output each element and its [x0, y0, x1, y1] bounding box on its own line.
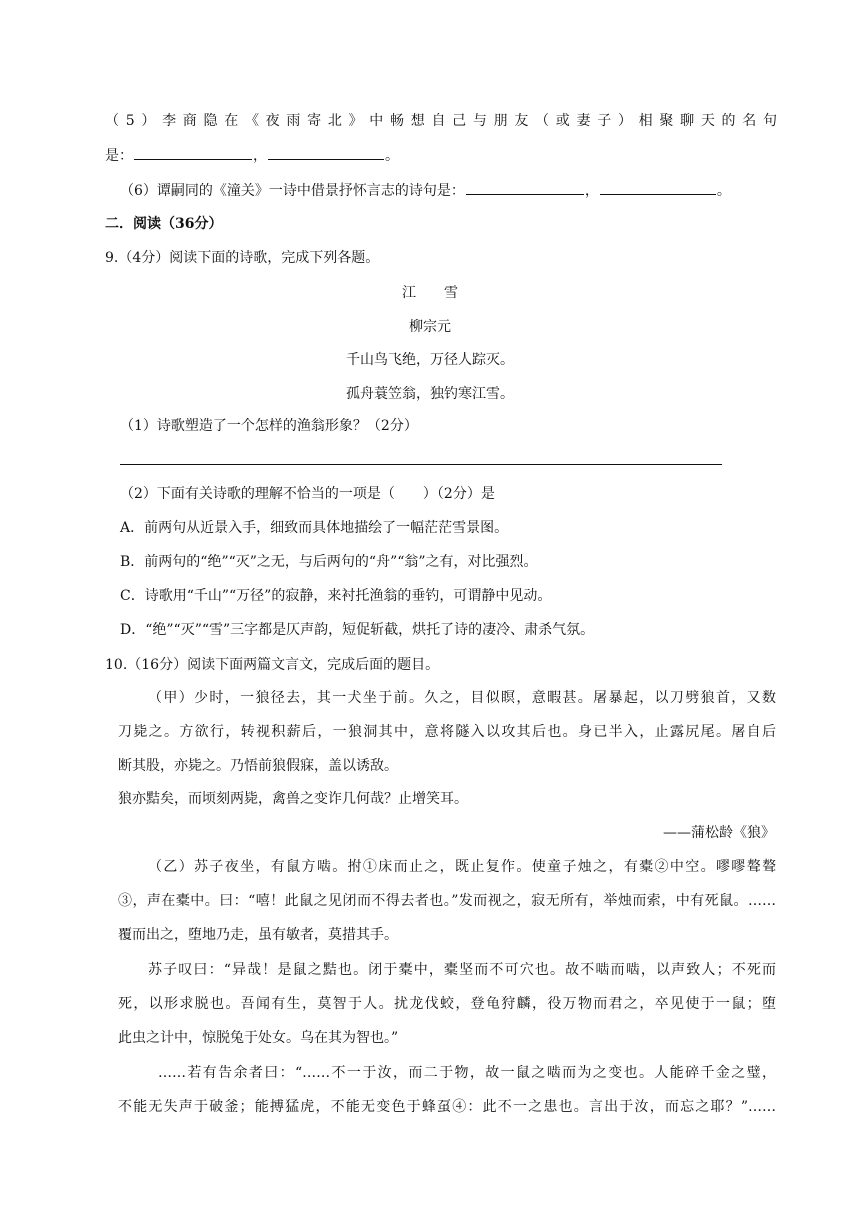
question-9-sub-1: （1）诗歌塑造了一个怎样的渔翁形象？（2分）: [120, 418, 418, 434]
passage-yi-line: ……若有告余者曰：“……不一于汝，而二于物，故一鼠之啮而为之变也。人能碎千金之璧，: [158, 1065, 776, 1081]
option-c: C．诗歌用“千山”“万径”的寂静，来衬托渔翁的垂钓，可谓静中见动。: [120, 588, 552, 604]
question-10-intro: 10.（16分）阅读下面两篇文言文，完成后面的题目。: [105, 657, 440, 673]
passage-jia-source: ——蒲松龄《狼》: [663, 825, 775, 841]
passage-yi-line: 死，以形求脱也。吾闻有生，莫智于人。扰龙伐蛟，登龟狩麟，役万物而君之，卒见使于一鼠；堕: [118, 996, 776, 1012]
answer-blank[interactable]: [268, 145, 384, 160]
question-9-sub-2: （2）下面有关诗歌的理解不恰当的一项是（ ）（2分）是: [120, 486, 495, 502]
question-6-text: （6）谭嗣同的《潼关》一诗中借景抒怀言志的诗句是：: [120, 183, 465, 199]
poem-author: 柳宗元: [409, 319, 451, 335]
passage-yi-line: （乙）苏子夜坐，有鼠方啮。拊①床而止之，既止复作。使童子烛之，有橐②中空。嘐嘐聱聱: [148, 859, 776, 875]
question-6: [120, 180, 731, 201]
passage-jia-line: 断其股，亦毙之。乃悟前狼假寐，盖以诱敌。: [118, 758, 398, 774]
period: 。: [385, 148, 399, 164]
passage-yi-line: 此虫之计中，惊脱兔于处女。乌在其为智也。”: [118, 1030, 399, 1046]
answer-line[interactable]: [120, 464, 722, 465]
question-5-line-2: [105, 145, 399, 166]
option-b: B．前两句的“绝”“灭”之无，与后两句的“舟”“翁”之有，对比强烈。: [120, 554, 538, 570]
question-9-intro: 9.（4分）阅读下面的诗歌，完成下列各题。: [105, 250, 380, 266]
passage-yi-line: 不能无失声于破釜；能搏猛虎，不能无变色于蜂虿④：此不一之患也。言出于汝，而忘之耶？”……: [118, 1099, 776, 1115]
poem-line-2: 孤舟蓑笠翁，独钓寒江雪。: [346, 386, 514, 402]
passage-yi-line: 苏子叹曰：“异哉！是鼠之黠也。闭于橐中，橐坚而不可穴也。故不啮而啮，以声致人；不死而: [148, 962, 776, 978]
answer-blank[interactable]: [134, 145, 252, 160]
option-a: A．前两句从近景入手，细致而具体地描绘了一幅茫茫雪景图。: [120, 520, 509, 536]
passage-jia-line: （甲）少时，一狼径去，其一犬坐于前。久之，目似瞑，意暇甚。屠暴起，以刀劈狼首，又数: [148, 690, 776, 706]
question-5-line-1: （5）李商隐在《夜雨寄北》中畅想自己与朋友（或妻子）相聚聊天的名句: [105, 113, 777, 129]
period: 。: [716, 183, 731, 199]
section-heading: 二．阅读（36分）: [105, 216, 223, 232]
passage-yi-line: ③，声在橐中。曰：“嘻！此鼠之见闭而不得去者也。”发而视之，寂无所有，举烛而索，中有死鼠。……: [118, 893, 776, 909]
option-d: D．“绝”“灭”“雪”三字都是仄声韵，短促斩截，烘托了诗的凄冷、肃杀气氛。: [120, 622, 595, 638]
poem-title: 江 雪: [402, 285, 458, 301]
passage-jia-line: 刀毙之。方欲行，转视积薪后，一狼洞其中，意将隧入以攻其后也。身已半入，止露尻尾。屠自后: [118, 724, 776, 740]
comma: ，: [253, 148, 267, 164]
answer-blank[interactable]: [466, 180, 584, 195]
question-5-prefix: 是：: [105, 148, 133, 164]
poem-line-1: 千山鸟飞绝，万径人踪灭。: [346, 352, 514, 368]
passage-yi-line: 覆而出之，堕地乃走，虽有敏者，莫措其手。: [118, 927, 398, 943]
answer-blank[interactable]: [600, 180, 716, 195]
comma: ，: [584, 183, 599, 199]
passage-jia-line: 狼亦黠矣，而顷刻两毙，禽兽之变诈几何哉？止增笑耳。: [118, 791, 468, 807]
